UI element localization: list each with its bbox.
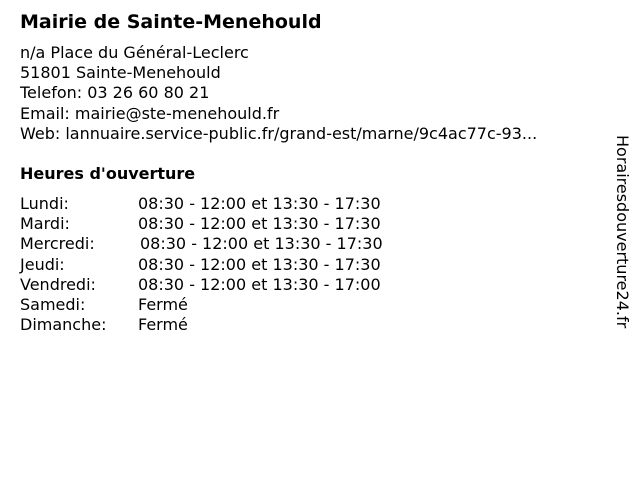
phone-number: Telefon: 03 26 60 80 21 [20,83,210,103]
day-label: Vendredi: [20,274,96,294]
day-label: Mercredi: [20,234,95,254]
day-label: Dimanche: [20,315,107,335]
day-label: Samedi: [20,294,86,314]
street-address: n/a Place du Général-Leclerc [20,43,249,62]
time-value: Fermé [138,294,188,314]
address-block [20,43,537,144]
time-value: 08:30 - 12:00 et 13:30 - 17:30 [138,214,381,234]
day-label: Lundi: [20,194,69,213]
day-label: Jeudi: [20,254,65,274]
hours-heading: Heures d'ouverture [20,164,196,183]
day-label: Mardi: [20,214,70,234]
time-value: 08:30 - 12:00 et 13:30 - 17:30 [140,234,383,254]
time-value: 08:30 - 12:00 et 13:30 - 17:00 [138,274,381,294]
time-value: 08:30 - 12:00 et 13:30 - 17:30 [138,194,381,213]
site-watermark: Horairesdouverture24.fr [613,135,632,329]
time-value: Fermé [138,315,188,335]
website-link[interactable]: Web: lannuaire.service-public.fr/grand-est/marne/9c4ac77c-93... [20,123,538,143]
time-value: 08:30 - 12:00 et 13:30 - 17:30 [138,254,381,274]
email-address: Email: mairie@ste-menehould.fr [20,103,280,123]
page-title: Mairie de Sainte-Menehould [20,11,322,33]
city-address: 51801 Sainte-Menehould [20,63,221,83]
